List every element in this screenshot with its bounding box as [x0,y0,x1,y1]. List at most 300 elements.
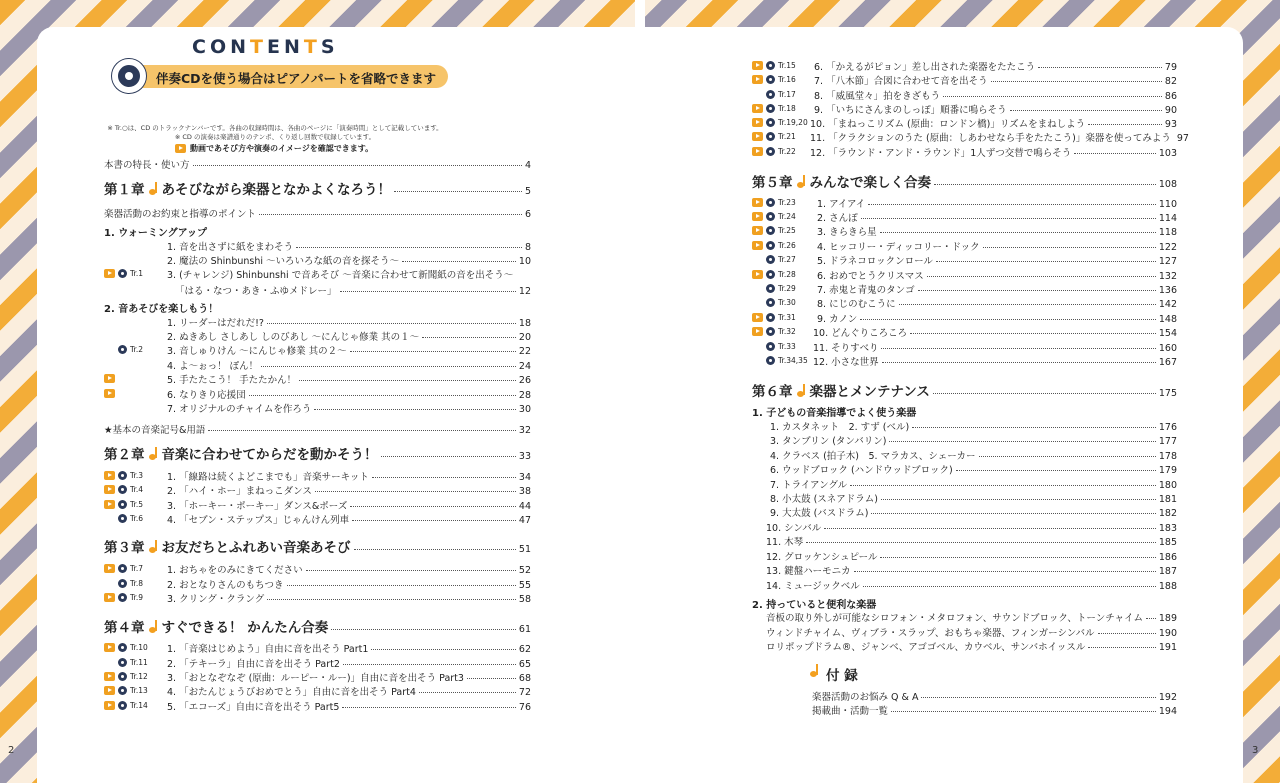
dot-leader [861,218,1156,219]
toc-entry [167,498,531,512]
video-icon [104,485,115,494]
entry-page: 181 [1158,494,1177,505]
toc-entry [167,577,531,591]
toc-entry [817,282,1177,296]
entry-page: 28 [518,390,531,401]
entry-page: 127 [1158,256,1177,267]
dot-leader [1098,633,1156,634]
track-number: Tr.16 [778,75,796,84]
entry-page: 114 [1158,213,1177,224]
video-icon [104,672,115,681]
entry-page: 26 [518,375,531,386]
track-marker [752,313,796,322]
entry-title: 3. タンブリン (タンバリン) [770,436,887,447]
toc-entry [167,641,531,655]
track-marker [752,90,796,99]
track-marker [752,226,796,235]
music-note-icon [149,182,160,195]
cd-track-icon [118,269,127,278]
entry-page: 122 [1158,242,1177,253]
toc-entry [104,157,531,171]
video-icon [752,270,763,279]
entry-page: 97 [1176,133,1189,144]
track-number: Tr.3 [130,471,144,480]
entry-page: 93 [1164,119,1177,130]
page-gutter [635,0,645,783]
entry-title: 1. 子どもの音楽指導でよく使う楽器 [752,408,917,419]
entry-page: 160 [1158,343,1177,354]
entry-title: ロリポップドラム®、ジャンベ、アゴゴベル、カウベル、サンバホイッスル [766,642,1086,653]
track-marker [752,356,808,365]
toc-entry [104,422,531,436]
cd-track-icon [118,643,127,652]
chapter-heading [104,443,531,463]
chapter-heading [104,616,531,636]
track-marker [752,255,796,264]
toc-entry [167,512,531,526]
track-number: Tr.32 [778,327,796,336]
dot-leader [863,586,1156,587]
entry-title: 11. そりすべり [813,343,879,354]
entry-page: 10 [518,256,531,267]
toc-entry [175,283,531,297]
entry-title: 13. 鍵盤ハーモニカ [766,566,851,577]
entry-page: 108 [1158,179,1177,190]
track-number: Tr.14 [130,701,148,710]
video-icon [104,389,115,398]
dot-leader [943,96,1162,97]
entry-page: 86 [1164,91,1177,102]
cd-track-icon [118,471,127,480]
entry-page: 55 [518,580,531,591]
dot-leader [933,393,1156,394]
entry-page: 185 [1158,537,1177,548]
toc-entry [766,578,1177,592]
track-marker [104,389,115,398]
track-number: Tr.11 [130,658,148,667]
entry-title: 1. カスタネット 2. すず (ベル) [770,422,910,433]
entry-title: 12. 小さな世界 [813,357,879,368]
video-icon [104,500,115,509]
entry-title: 11. 「クラクションのうた (原曲：しあわせなら手をたたこう)」楽器を使ってみよう [810,133,1171,144]
chapter-title: あそびながら楽器となかよくなろう！ [161,182,391,198]
entry-page: 6 [524,209,531,220]
dot-leader [422,337,516,338]
cd-track-icon [766,118,775,127]
entry-title: 9. 大太鼓 (バスドラム) [770,508,869,519]
entry-title: 5. ドラネコロックンロール [817,256,933,267]
entry-title: 1. リーダーはだれだ!? [167,318,264,329]
dot-leader [936,261,1156,262]
entry-title: 2. さんぽ [817,213,858,224]
track-number: Tr.6 [130,514,144,523]
dot-leader [371,649,516,650]
dot-leader [1146,618,1156,619]
video-icon [104,593,115,602]
cd-track-icon [766,313,775,322]
dot-leader [891,711,1156,712]
entry-page: 179 [1158,465,1177,476]
entry-title: 2. 音あそびを楽しもう！ [104,304,219,315]
entry-page: 142 [1158,299,1177,310]
toc-entry [167,343,531,357]
dot-leader [868,204,1156,205]
video-icon [104,471,115,480]
video-icon [104,701,115,710]
entry-title: 3. (チャレンジ) Shinbunshi で音あそび 〜音楽に合わせて新聞紙の音を出そう〜 [167,270,514,281]
cd-tempo-note: ※ CD の演奏は楽譜通りのテンポ、くり返し回数で収録しています。 [174,133,376,141]
entry-title: ウィンドチャイム、ヴィブラ・スラップ、おもちゃ楽器、フィンガーシンバル [766,628,1095,639]
track-marker [752,104,796,113]
entry-title: 3. 「ホーキー・ポーキー」ダンス&ポーズ [167,501,348,512]
toc-entry [810,145,1177,159]
entry-title: 5. 手たたこう！ 手たたかん！ [167,375,297,386]
toc-entry [167,267,531,281]
entry-title: 6. おめでとうクリスマス [817,271,924,282]
dot-leader [927,276,1156,277]
dot-leader [956,470,1156,471]
entry-page: 176 [1158,422,1177,433]
cd-track-icon [118,593,127,602]
entry-page: 8 [524,242,531,253]
entry-page: 189 [1158,613,1177,624]
track-number: Tr.24 [778,212,796,221]
video-icon [752,241,763,250]
track-marker [104,701,148,710]
track-number: Tr.29 [778,284,796,293]
entry-page: 190 [1158,628,1177,639]
entry-title: ★基本の音楽記号&用語 [104,425,206,436]
entry-title: 掲載曲・活動一覧 [812,706,889,717]
track-marker [752,298,796,307]
track-marker [752,147,796,156]
track-number: Tr.25 [778,226,796,235]
entry-title: 4. ヒッコリー・ディッコリー・ドック [817,242,980,253]
chapter-heading [752,171,1177,191]
contents-title: CONTENTS [192,36,339,58]
music-note-icon [797,175,808,188]
toc-entry [770,433,1177,447]
cd-track-icon [766,270,775,279]
dot-leader [372,477,516,478]
dot-leader [860,319,1156,320]
dot-leader [880,232,1156,233]
entry-page: 68 [518,673,531,684]
dot-leader [854,571,1156,572]
entry-page: 191 [1158,642,1177,653]
toc-entry [817,224,1177,238]
dot-leader [889,441,1155,442]
entry-page: 58 [518,594,531,605]
track-marker [104,514,143,523]
entry-page: 30 [518,404,531,415]
track-number: Tr.22 [778,147,796,156]
track-marker [104,686,148,695]
entry-page: 188 [1158,581,1177,592]
toc-entry [770,419,1177,433]
track-marker [104,345,143,354]
entry-page: 32 [518,425,531,436]
track-number: Tr.1 [130,269,144,278]
music-note-icon [797,384,808,397]
cd-notice-banner: 伴奏CDを使う場合はピアノパートを省略できます [118,65,448,88]
entry-page: 194 [1158,706,1177,717]
dot-leader [912,427,1156,428]
entry-title: 1. 音を出さずに紙をまわそう [167,242,294,253]
toc-entry [167,372,531,386]
toc-entry [812,689,1177,703]
section-heading [104,224,531,239]
entry-title: 6. 「かえるがピョン」差し出された楽器をたたこう [814,62,1036,73]
dot-leader [350,351,516,352]
toc-entry [766,639,1177,653]
toc-entry [167,358,531,372]
entry-page: 18 [518,318,531,329]
chapter-number: 第６章 [752,384,793,400]
entry-page: 110 [1158,199,1177,210]
cd-track-icon [118,500,127,509]
chapter-heading [104,178,531,198]
dot-leader [343,664,516,665]
track-number: Tr.26 [778,241,796,250]
entry-title: 3. きらきら星 [817,227,877,238]
track-marker [752,75,796,84]
dot-leader [296,247,522,248]
cd-track-icon [118,514,127,523]
entry-page: 178 [1158,451,1177,462]
video-icon [175,144,186,153]
track-number: Tr.12 [130,672,148,681]
cd-track-icon [118,672,127,681]
track-marker [752,212,796,221]
toc-entry [766,520,1177,534]
track-marker [104,374,115,383]
entry-page: 186 [1158,552,1177,563]
track-number: Tr.27 [778,255,796,264]
toc-entry [814,73,1177,87]
entry-title: 本書の特長・使い方 [104,160,190,171]
entry-title: 楽器活動のお悩み Q & A [812,692,919,703]
video-icon [752,132,763,141]
dot-leader [880,557,1155,558]
toc-entry [770,448,1177,462]
toc-entry [167,684,531,698]
track-number: Tr.7 [130,564,144,573]
video-icon [104,686,115,695]
track-marker [752,132,796,141]
video-icon [104,643,115,652]
music-note-icon [149,447,160,460]
toc-entry [167,699,531,713]
entry-title: 7. 赤鬼と青鬼のタンゴ [817,285,915,296]
dot-leader [394,191,522,192]
cd-track-icon [766,356,775,365]
track-marker [752,198,796,207]
dot-leader [1088,647,1155,648]
track-marker [104,471,143,480]
entry-title: 1. ウォーミングアップ [104,228,207,239]
entry-page: 183 [1158,523,1177,534]
track-number: Tr.33 [778,342,796,351]
cd-track-icon [766,298,775,307]
entry-page: 177 [1158,436,1177,447]
cd-track-icon [118,579,127,588]
track-number: Tr.28 [778,270,796,279]
entry-page: 33 [518,451,531,462]
chapter-number: 第３章 [104,540,145,556]
cd-track-icon [766,212,775,221]
entry-page: 22 [518,346,531,357]
toc-entry [167,483,531,497]
entry-page: 118 [1158,227,1177,238]
entry-page: 24 [518,361,531,372]
toc-entry [813,340,1177,354]
track-marker [752,342,796,351]
video-icon [752,75,763,84]
entry-title: 2. おとなりさんのもちつき [167,580,284,591]
entry-page: 61 [518,624,531,635]
dot-leader [350,506,516,507]
cd-track-icon [118,658,127,667]
entry-title: 9. 「いちにさんまのしっぽ」順番に鳴らそう [814,105,1007,116]
entry-title: 3. 「おとなぞなぞ (原曲：ルーピー・ルー)」自由に音を出そう Part3 [167,673,464,684]
toc-entry [167,239,531,253]
track-marker [104,593,143,602]
entry-page: 72 [518,687,531,698]
music-note-icon [149,540,160,553]
track-number: Tr.10 [130,643,148,652]
toc-entry [810,116,1177,130]
track-number-note: ※ Tr.○は、CD のトラックナンバーです。各曲の収録時間は、各曲のページに「演奏時間」として記載しています。 [107,124,443,132]
cd-track-icon [118,564,127,573]
dot-leader [1074,153,1156,154]
entry-title: 2. 魔法の Shinbunshi 〜いろいろな紙の音を探そう〜 [167,256,400,267]
cd-track-icon [766,327,775,336]
track-marker [752,241,796,250]
toc-entry [167,469,531,483]
dot-leader [249,395,516,396]
entry-title: 1. 「線路は続くよどこまでも」音楽サーキット [167,472,369,483]
entry-title: 「はる・なつ・あき・ふゆメドレー」 [175,286,337,297]
track-number: Tr.19,20 [778,118,808,127]
entry-title: 3. クリング・クラング [167,594,265,605]
music-note-icon [810,664,821,677]
entry-title: 2. ぬきあし さしあし しのびあし 〜にんじゃ修業 其の１〜 [167,332,420,343]
entry-page: 154 [1158,328,1177,339]
entry-title: 5. 「エコーズ」自由に音を出そう Part5 [167,702,340,713]
entry-page: 34 [518,472,531,483]
entry-page: 5 [524,186,531,197]
cd-track-icon [766,147,775,156]
toc-entry [817,311,1177,325]
entry-page: 175 [1158,388,1177,399]
toc-entry [770,505,1177,519]
entry-page: 44 [518,501,531,512]
toc-entry [817,268,1177,282]
track-number: Tr.18 [778,104,796,113]
chapter-title: 音楽に合わせてからだを動かそう！ [161,447,378,463]
dot-leader [899,304,1156,305]
entry-title: 4. よ〜ぉっ！ ぽん！ [167,361,259,372]
dot-leader [983,247,1156,248]
dot-leader [267,599,516,600]
entry-title: 8. 小太鼓 (スネアドラム) [770,494,878,505]
video-icon [104,374,115,383]
track-marker [752,284,796,293]
dot-leader [354,549,516,550]
entry-title: 2. 持っていると便利な楽器 [752,600,877,611]
appendix-heading [826,664,1177,684]
toc-entry [814,88,1177,102]
dot-leader [921,697,1155,698]
entry-page: 180 [1158,480,1177,491]
chapter-title: お友だちとふれあい音楽あそび [161,540,351,556]
track-number: Tr.5 [130,500,144,509]
track-number: Tr.13 [130,686,148,695]
dot-leader [208,430,515,431]
section-heading [752,596,1177,611]
dot-leader [402,261,516,262]
cd-track-icon [766,104,775,113]
toc-entry [167,591,531,605]
entry-title: 9. カノン [817,314,858,325]
toc-entry [167,670,531,684]
dot-leader [315,491,516,492]
cd-disc-icon [112,59,146,93]
dot-leader [259,214,522,215]
dot-leader [910,333,1156,334]
toc-entry [813,354,1177,368]
video-icon [104,269,115,278]
track-number: Tr.4 [130,485,144,494]
dot-leader [934,184,1156,185]
toc-entry [810,130,1189,144]
dot-leader [419,692,516,693]
video-icon [752,118,763,127]
dot-leader [267,323,516,324]
entry-page: 90 [1164,105,1177,116]
section-heading [752,404,1177,419]
video-icon [752,226,763,235]
dot-leader [467,678,516,679]
toc-entry [812,703,1177,717]
dot-leader [979,456,1156,457]
entry-page: 148 [1158,314,1177,325]
toc-entry [167,387,531,401]
entry-title: 1. アイアイ [817,199,866,210]
entry-page: 52 [518,565,531,576]
entry-page: 20 [518,332,531,343]
track-marker [104,500,143,509]
entry-title: 7. 「八木節」合図に合わせて音を出そう [814,76,988,87]
entry-title: 14. ミュージックベル [766,581,860,592]
cd-track-icon [118,686,127,695]
dot-leader [306,570,516,571]
track-number: Tr.9 [130,593,144,602]
entry-page: 132 [1158,271,1177,282]
cd-track-icon [766,284,775,293]
toc-entry [167,329,531,343]
dot-leader [871,513,1155,514]
entry-title: 8. 「威風堂々」拍をきざもう [814,91,941,102]
entry-page: 82 [1164,76,1177,87]
toc-entry [104,206,531,220]
dot-leader [824,528,1156,529]
entry-page: 76 [518,702,531,713]
track-number: Tr.17 [778,90,796,99]
toc-entry [817,253,1177,267]
video-icon [752,313,763,322]
